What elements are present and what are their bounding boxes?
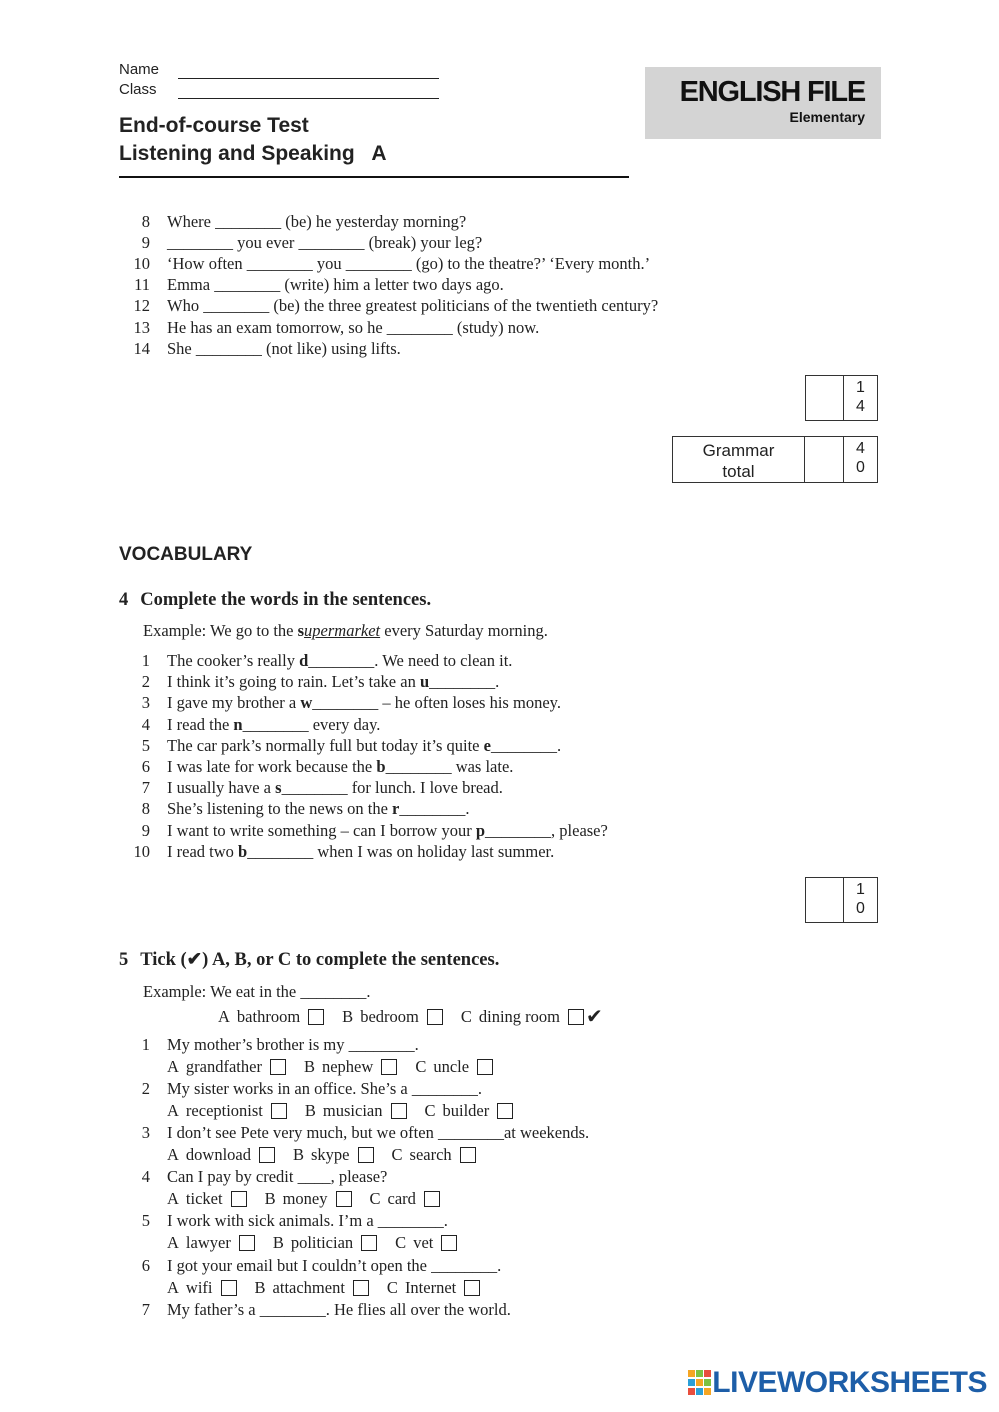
options-row (167, 1278, 498, 1298)
item-question: I don’t see Pete very much, but we often ________at weekends. (167, 1123, 590, 1142)
class-field[interactable] (178, 98, 439, 99)
item-text[interactable]: I gave my brother a w________ – he often loses his money. (167, 693, 561, 713)
grammar-total-max: 4 0 (843, 437, 877, 482)
checkbox[interactable] (427, 1009, 443, 1025)
item-number: 8 (141, 799, 150, 819)
checkbox[interactable] (477, 1059, 493, 1075)
options-row (167, 1145, 494, 1165)
item-text[interactable]: I want to write something – can I borrow your p________, please? (167, 820, 608, 840)
option-b: B musician (305, 1101, 407, 1121)
brand-box (645, 67, 881, 139)
exercise-4-number: 4 (119, 590, 129, 610)
tick-item (120, 1211, 820, 1231)
header-divider (119, 176, 629, 178)
option-a: A lawyer (167, 1233, 255, 1253)
grammar-total-box (672, 436, 878, 483)
item-text[interactable]: I was late for work because the b________ was late. (167, 757, 514, 776)
item-number: 1 (141, 1035, 150, 1054)
option-b: B bedroom (342, 1007, 443, 1027)
item-text: She ________ (not like) using lifts. (167, 338, 401, 358)
item-text[interactable]: The cooker’s really d________. We need to clean it. (167, 651, 513, 670)
tick-item (120, 1079, 820, 1099)
checkbox[interactable] (441, 1235, 457, 1251)
grammar-item (120, 275, 820, 295)
item-number: 7 (141, 1300, 150, 1319)
exercise-5-example-options (218, 1004, 621, 1029)
grammar-item (120, 233, 820, 253)
item-number: 5 (141, 1211, 150, 1230)
checkbox[interactable] (239, 1235, 255, 1251)
option-b: B politician (273, 1233, 377, 1253)
item-text[interactable]: The car park’s normally full but today it’s quite e________. (167, 735, 562, 755)
brand-name: ENGLISH FILE (679, 76, 865, 108)
vocab-item (120, 821, 820, 841)
vocab-item (120, 715, 820, 735)
item-question: My sister works in an office. She’s a ________. (167, 1079, 482, 1098)
item-text: ‘How often ________ you ________ (go) to the theatre?’ ‘Every month.’ (167, 254, 651, 274)
item-text: Emma ________ (write) him a letter two days ago. (167, 275, 504, 295)
item-question: My father’s a ________. He flies all over the world. (167, 1300, 511, 1319)
score-box-grammar (805, 375, 878, 421)
tick-item (120, 1167, 820, 1187)
vocab-item (120, 693, 820, 713)
item-text[interactable]: She’s listening to the news on the r________. (167, 799, 470, 819)
item-number: 9 (141, 820, 150, 840)
page-title (119, 112, 387, 168)
item-number: 8 (141, 212, 150, 231)
option-c: C vet (395, 1233, 457, 1253)
name-label: Name (119, 61, 160, 78)
option-a: A wifi (167, 1278, 237, 1298)
checkbox[interactable] (259, 1147, 275, 1163)
checkbox[interactable] (353, 1280, 369, 1296)
item-number: 13 (133, 317, 150, 337)
item-number: 3 (141, 1123, 150, 1142)
checkbox[interactable] (424, 1191, 440, 1207)
checkbox[interactable] (336, 1191, 352, 1207)
checkbox[interactable] (568, 1009, 584, 1025)
grammar-item (120, 318, 820, 338)
grammar-item (120, 339, 820, 359)
exercise-5-title: Tick (✔) A, B, or C to complete the sentences. (140, 950, 500, 970)
option-a: A bathroom (218, 1007, 324, 1027)
item-question: My mother’s brother is my ________. (167, 1035, 419, 1054)
option-a: A grandfather (167, 1057, 286, 1077)
item-number: 14 (133, 338, 150, 358)
brand-subtitle: Elementary (789, 109, 865, 125)
tick-item (120, 1123, 820, 1143)
checkbox[interactable] (391, 1103, 407, 1119)
liveworksheets-text: LIVEWORKSHEETS (712, 1366, 987, 1399)
item-text[interactable]: I read two b________ when I was on holiday last summer. (167, 841, 555, 861)
score-box-exercise-4 (805, 877, 878, 923)
score-max: 1 0 (843, 878, 877, 922)
option-a: A receptionist (167, 1101, 287, 1121)
vocab-item (120, 799, 820, 819)
item-number: 2 (141, 672, 150, 692)
options-row (167, 1101, 531, 1121)
grammar-total-label: Grammar total (673, 437, 805, 482)
item-text[interactable]: I read the n________ every day. (167, 714, 381, 734)
item-number: 12 (133, 296, 150, 316)
options-row (167, 1189, 458, 1209)
score-input[interactable] (806, 376, 844, 420)
item-number: 4 (141, 714, 150, 734)
checkbox[interactable] (497, 1103, 513, 1119)
exercise-4-example: Example: We go to the supermarket every Saturday morning. (143, 621, 548, 640)
item-text: Who ________ (be) the three greatest politicians of the twentieth century? (167, 296, 659, 316)
checkbox[interactable] (460, 1147, 476, 1163)
vocab-item (120, 672, 820, 692)
section-title-vocabulary: VOCABULARY (119, 544, 253, 565)
checkbox[interactable] (270, 1059, 286, 1075)
checkbox[interactable] (361, 1235, 377, 1251)
checkbox[interactable] (358, 1147, 374, 1163)
checkbox[interactable] (381, 1059, 397, 1075)
option-c: C builder (425, 1101, 514, 1121)
checkbox[interactable] (221, 1280, 237, 1296)
option-a: A download (167, 1145, 275, 1165)
item-number: 4 (141, 1167, 150, 1186)
item-number: 1 (141, 651, 150, 670)
checkbox[interactable] (271, 1103, 287, 1119)
title-line-2: Listening and Speaking A (119, 142, 387, 165)
item-question: I got your email but I couldn’t open the ________. (167, 1256, 502, 1275)
exercise-5-number: 5 (119, 950, 129, 970)
item-text[interactable]: I usually have a s________ for lunch. I love bread. (167, 778, 503, 798)
item-number: 7 (141, 778, 150, 798)
option-a: A ticket (167, 1189, 247, 1209)
item-number: 2 (141, 1079, 150, 1098)
vocab-item (120, 842, 820, 862)
tick-item (120, 1256, 820, 1276)
liveworksheets-logo-icon (688, 1370, 712, 1396)
score-max: 1 4 (843, 376, 877, 420)
item-number: 9 (141, 233, 150, 253)
title-line-1: End-of-course Test (119, 114, 309, 137)
grammar-total-input[interactable] (805, 437, 843, 482)
option-b: B skype (293, 1145, 374, 1165)
grammar-item (120, 212, 820, 232)
option-c: C card (370, 1189, 440, 1209)
exercise-4-heading (119, 590, 431, 611)
checkbox[interactable] (464, 1280, 480, 1296)
class-label: Class (119, 81, 157, 98)
option-b: B attachment (255, 1278, 369, 1298)
vocab-item (120, 651, 820, 671)
options-row (167, 1057, 511, 1077)
item-number: 3 (141, 693, 150, 713)
item-question: I work with sick animals. I’m a ________. (167, 1211, 448, 1230)
exercise-4-title: Complete the words in the sentences. (140, 590, 432, 610)
grammar-item (120, 296, 820, 316)
item-number: 10 (133, 254, 150, 274)
item-number: 11 (134, 275, 150, 295)
item-number: 6 (141, 757, 150, 776)
option-c: C Internet (387, 1278, 480, 1298)
name-field[interactable] (178, 78, 439, 79)
tick-icon: ✔ (585, 1006, 603, 1028)
option-c: C uncle (415, 1057, 493, 1077)
vocab-item (120, 757, 820, 777)
tick-item (120, 1035, 820, 1055)
exercise-5-heading (119, 949, 499, 971)
score-input[interactable] (806, 878, 844, 922)
item-text: Where ________ (be) he yesterday morning? (167, 212, 467, 231)
liveworksheets-logo (688, 1366, 987, 1400)
option-b: B money (265, 1189, 352, 1209)
item-number: 6 (141, 1256, 150, 1275)
checkbox[interactable] (308, 1009, 324, 1025)
item-text[interactable]: I think it’s going to rain. Let’s take an u________. (167, 672, 500, 692)
options-row (167, 1233, 475, 1253)
item-text: He has an exam tomorrow, so he ________ (study) now. (167, 317, 540, 337)
exercise-5-example: Example: We eat in the ________. (143, 982, 371, 1001)
option-b: B nephew (304, 1057, 397, 1077)
vocab-item (120, 778, 820, 798)
checkbox[interactable] (231, 1191, 247, 1207)
option-c: C search (392, 1145, 476, 1165)
grammar-item (120, 254, 820, 274)
vocab-item (120, 736, 820, 756)
item-number: 10 (133, 841, 150, 861)
item-number: 5 (141, 735, 150, 755)
tick-item (120, 1300, 820, 1320)
option-c: C dining room ✔ (460, 1006, 603, 1028)
item-text: ________ you ever ________ (break) your leg? (167, 233, 483, 253)
item-question: Can I pay by credit ____, please? (167, 1167, 388, 1186)
